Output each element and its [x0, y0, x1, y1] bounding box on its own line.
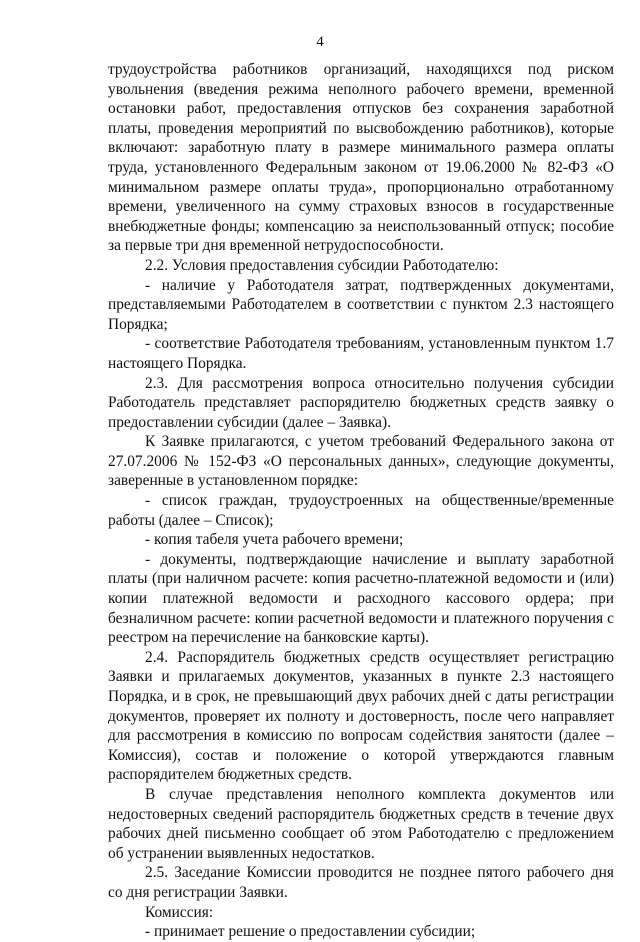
page-number: 4	[316, 34, 324, 50]
paragraph: - принимает решение о предоставлении субсидии;	[145, 923, 476, 941]
paragraph: В случае представления неполного комплекта документов или недостоверных сведений распорядитель бюджетных средств в течение двух рабочих дней письменно сообщает об этом Работодателю с предложением об устранении выявленных недостатков.	[108, 785, 614, 862]
paragraph: трудоустройства работников организаций, находящихся под риском увольнения (введения режима неполного рабочего времени, временной остановки работ, предоставления отпусков без сохранения заработной платы, проведения мероприятий по высвобождению работников), которые включают: заработную плату в размере минимального размера оплаты труда, установленного Федеральным законом от 19.06.2000 № 82-ФЗ «О минимальном размере оплаты труда», пропорционально отработанному времени, увеличенного на сумму страховых взносов в государственные внебюджетные фонды; компенсацию за неиспользованный отпуск; пособие за первые три дня временной нетрудоспособности.	[108, 61, 614, 255]
paragraph: - копия табеля учета рабочего времени;	[145, 531, 404, 549]
paragraph: - список граждан, трудоустроенных на общественные/временные работы (далее – Список);	[108, 492, 614, 529]
paragraph: 2.3. Для рассмотрения вопроса относительно получения субсидии Работодатель представляет распорядителю бюджетных средств заявку о предоставлении субсидии (далее – Заявка).	[108, 374, 614, 431]
paragraph: 2.5. Заседание Комиссии проводится не позднее пятого рабочего дня со дня регистрации Заявки.	[108, 864, 614, 901]
document-body	[108, 60, 614, 942]
paragraph: Комиссия:	[145, 903, 214, 921]
paragraph: - наличие у Работодателя затрат, подтвержденных документами, представляемыми Работодателем в соответствии с пунктом 2.3 настоящего Порядка;	[108, 276, 614, 333]
paragraph: - документы, подтверждающие начисление и выплату заработной платы (при наличном расчете: копия расчетно-платежной ведомости и (или) копии платежной ведомости и расходного кассового ордера; при безналичном расчете: копии расчетной ведомости и платежного поручения с реестром на перечисление на банковские карты).	[108, 550, 614, 647]
paragraph: 2.4. Распорядитель бюджетных средств осуществляет регистрацию Заявки и прилагаемых документов, указанных в пункте 2.3 настоящего Порядка, и в срок, не превышающий двух рабочих дней с даты регистрации документов, проверяет их полноту и достоверность, после чего направляет для рассмотрения в комиссию по вопросам содействия занятости (далее – Комиссия), состав и положение о которой утверждаются главным распорядителем бюджетных средств.	[108, 648, 614, 784]
paragraph: 2.2. Условия предоставления субсидии Работодателю:	[145, 256, 499, 274]
paragraph: К Заявке прилагаются, с учетом требований Федерального закона от 27.07.2006 № 152-ФЗ «О персональных данных», следующие документы, заверенные в установленном порядке:	[108, 433, 614, 490]
paragraph: - соответствие Работодателя требованиям, установленным пунктом 1.7 настоящего Порядка.	[108, 335, 614, 372]
